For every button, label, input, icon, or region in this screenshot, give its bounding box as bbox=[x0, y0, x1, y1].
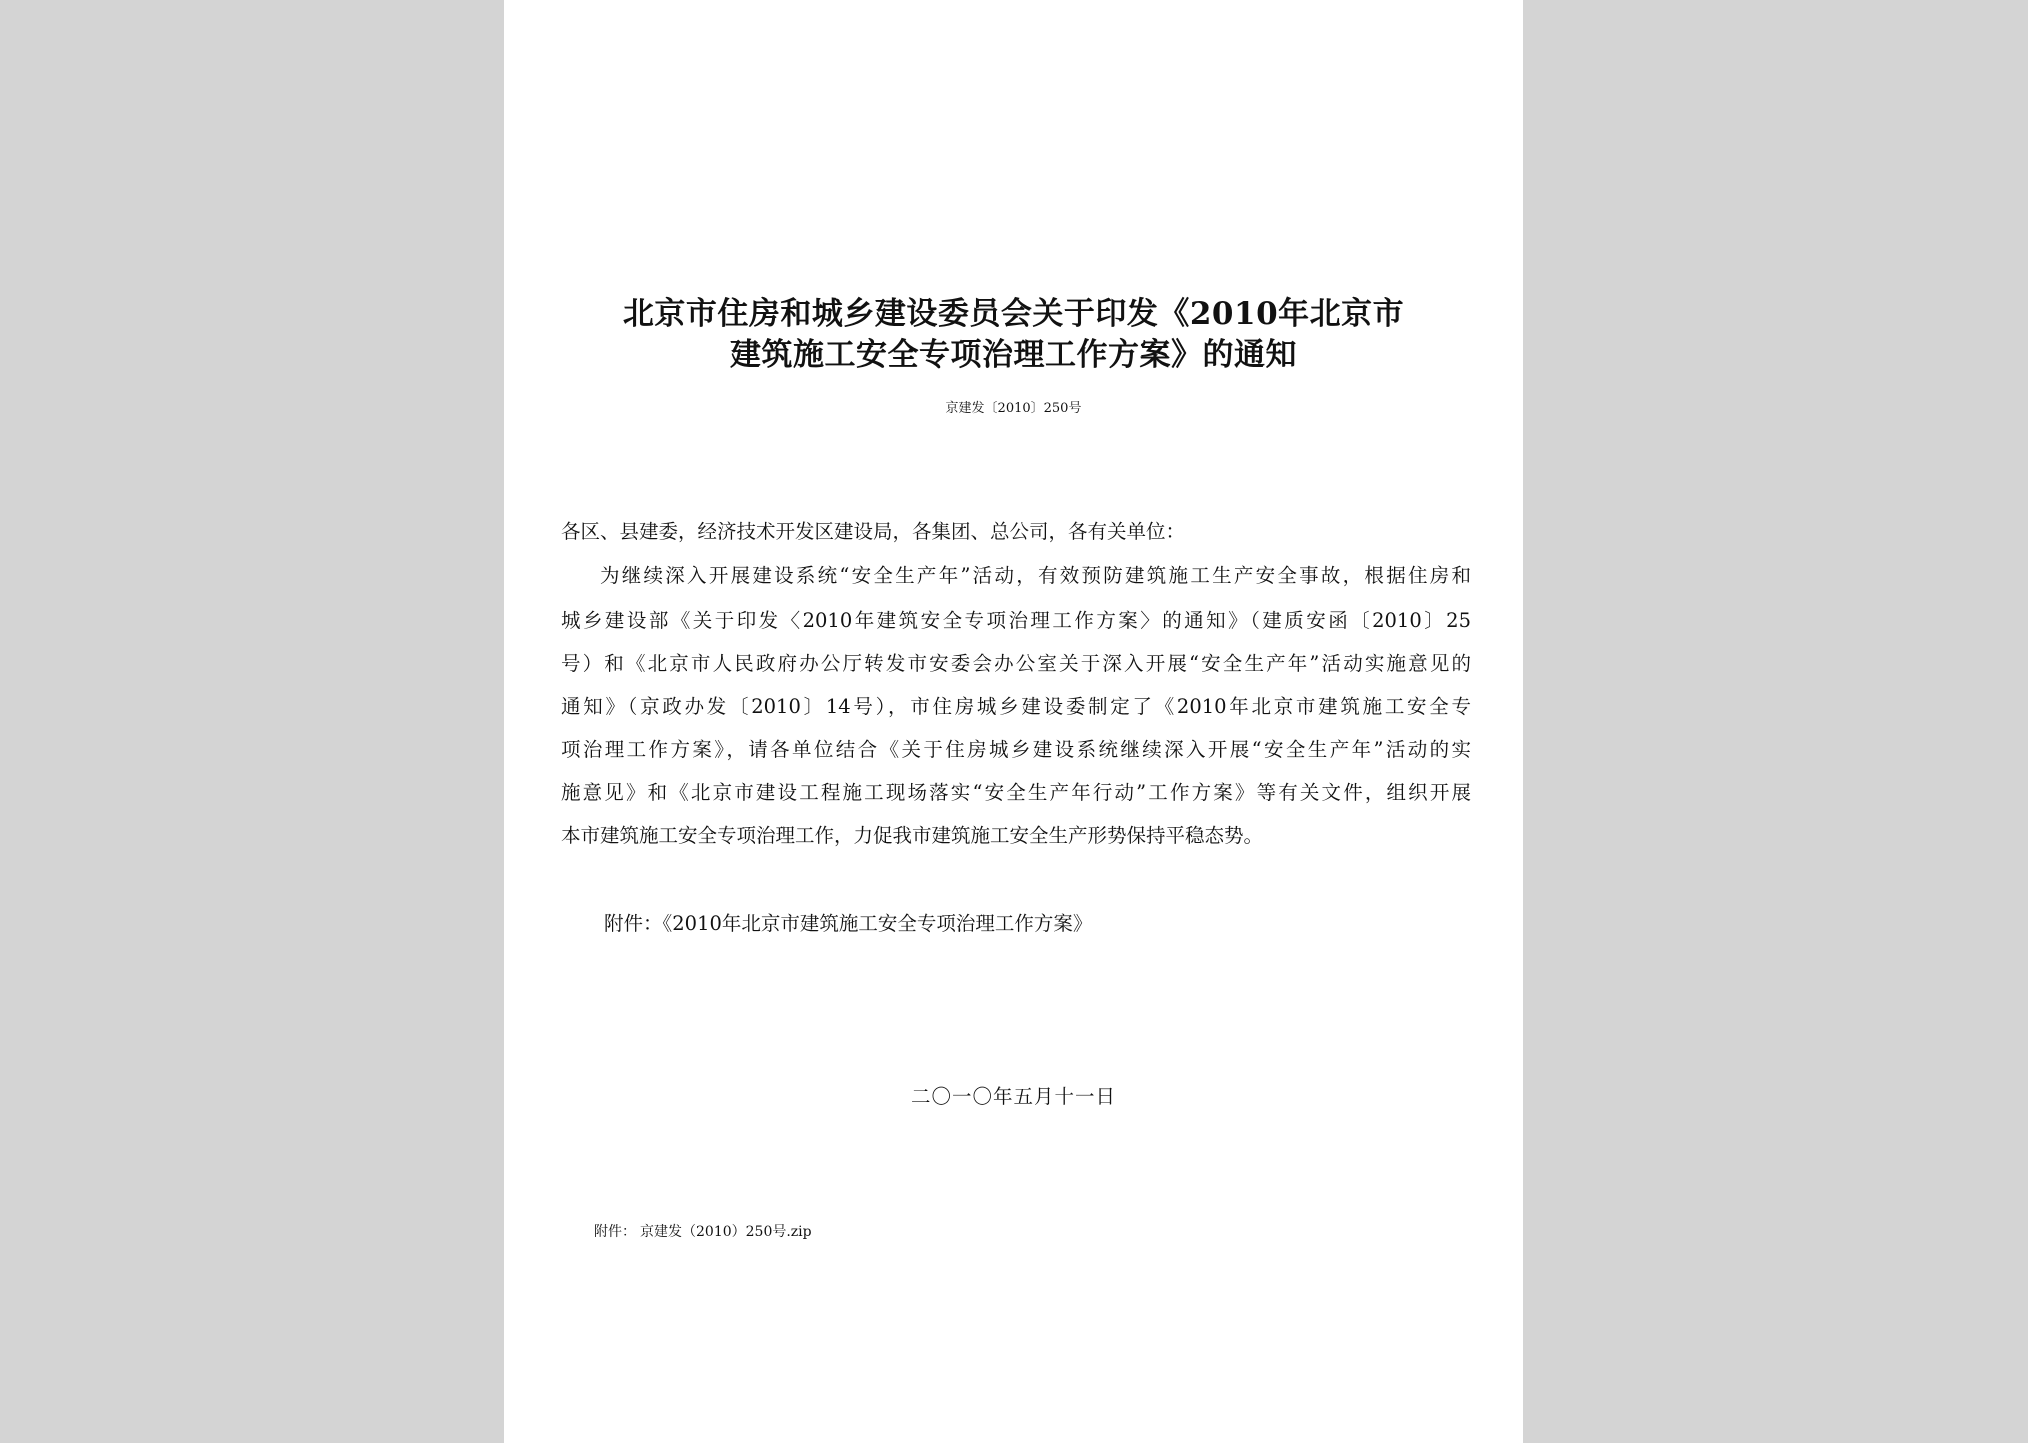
document-page bbox=[504, 0, 1523, 1443]
body-line: 通知》（京政办发〔2010〕14号），市住房城乡建设委制定了《2010年北京市建筑施工安全专 bbox=[561, 695, 1471, 718]
body-line: 本市建筑施工安全专项治理工作，力促我市建筑施工安全生产形势保持平稳态势。 bbox=[561, 824, 1264, 847]
body-line: 城乡建设部《关于印发〈2010年建筑安全专项治理工作方案〉的通知》（建质安函〔2010〕25 bbox=[561, 609, 1471, 632]
issue-date: 二〇一〇年五月十一日 bbox=[910, 1085, 1116, 1108]
document-title-line-2: 建筑施工安全专项治理工作方案》的通知 bbox=[730, 337, 1297, 373]
body-line: 为继续深入开展建设系统“安全生产年”活动，有效预防建筑施工生产安全事故，根据住房和 bbox=[600, 564, 1471, 587]
salutation: 各区、县建委，经济技术开发区建设局，各集团、总公司，各有关单位： bbox=[561, 520, 1186, 543]
file-attachment bbox=[594, 1222, 812, 1242]
body-line: 施意见》和《北京市建设工程施工现场落实“安全生产年行动”工作方案》等有关文件，组织开展 bbox=[561, 781, 1471, 804]
document-number: 京建发〔2010〕250号 bbox=[945, 401, 1082, 416]
file-attachment-link[interactable]: 京建发（2010）250号.zip bbox=[640, 1224, 812, 1240]
body-line: 项治理工作方案》，请各单位结合《关于住房城乡建设系统继续深入开展“安全生产年”活动的实 bbox=[561, 738, 1471, 761]
body-line: 号）和《北京市人民政府办公厅转发市安委会办公室关于深入开展“安全生产年”活动实施意见的 bbox=[561, 652, 1471, 675]
attachment-note: 附件：《2010年北京市建筑施工安全专项治理工作方案》 bbox=[604, 912, 1093, 935]
document-title-line-1: 北京市住房和城乡建设委员会关于印发《2010年北京市 bbox=[622, 296, 1405, 332]
file-attachment-label: 附件： bbox=[594, 1224, 636, 1240]
